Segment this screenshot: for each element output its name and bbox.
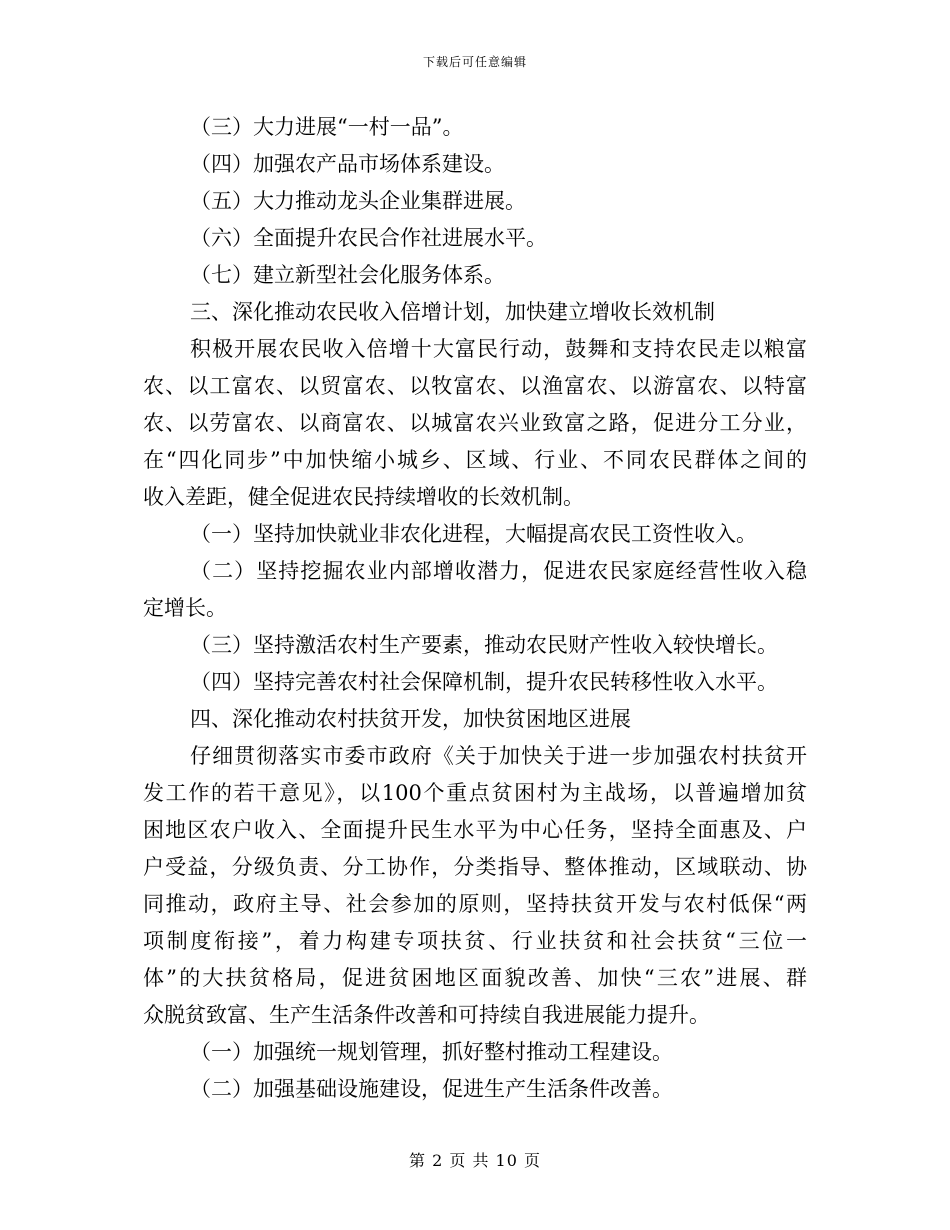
- text-line: 户受益，分级负责、分工协作，分类指导、整体推动，区域联动、协: [143, 855, 807, 879]
- text-line: 收入差距，健全促进农民持续增收的长效机制。: [143, 485, 584, 509]
- text-line: 同推动，政府主导、社会参加的原则，坚持扶贫开发与农村低保“两: [143, 892, 807, 916]
- page-footer: 第 2 页 共 10 页: [409, 1151, 541, 1170]
- page-header: 下载后可任意编辑: [422, 55, 527, 69]
- text-line: （一）坚持加快就业非农化进程，大幅提高农民工资性收入。: [190, 522, 757, 546]
- text-line: （二）加强基础设施建设，促进生产生活条件改善。: [190, 1077, 673, 1101]
- text-line: 积极开展农民收入倍增十大富民行动，鼓舞和支持农民走以粮富: [190, 337, 807, 361]
- document-body: [143, 109, 807, 1108]
- text-line: 困地区农户收入、全面提升民生水平为中心任务，坚持全面惠及、户: [143, 818, 807, 842]
- text-line: （七）建立新型社会化服务体系。: [190, 263, 505, 287]
- text-line: 农、以劳富农、以商富农、以城富农兴业致富之路，促进分工分业，: [143, 411, 807, 435]
- text-line: （三）大力进展“一村一品”。: [190, 115, 464, 139]
- text-line: 定增长。: [143, 596, 227, 620]
- text-line: 发工作的若干意见》，以100个重点贫困村为主战场，以普遍增加贫: [143, 781, 807, 805]
- text-line: （六）全面提升农民合作社进展水平。: [190, 226, 547, 250]
- text-line: 农、以工富农、以贸富农、以牧富农、以渔富农、以游富农、以特富: [143, 374, 807, 398]
- text-line: 在“四化同步”中加快缩小城乡、区域、行业、不同农民群体之间的: [143, 448, 807, 472]
- text-line: （三）坚持激活农村生产要素，推动农民财产性收入较快增长。: [190, 633, 778, 657]
- text-line: 项制度衔接”，着力构建专项扶贫、行业扶贫和社会扶贫“三位一: [143, 929, 807, 953]
- text-line: （四）坚持完善农村社会保障机制，提升农民转移性收入水平。: [190, 670, 778, 694]
- text-line: 体”的大扶贫格局，促进贫困地区面貌改善、加快“三农”进展、群: [143, 966, 807, 990]
- text-line: （一）加强统一规划管理，抓好整村推动工程建设。: [190, 1040, 673, 1064]
- text-line: 四、深化推动农村扶贫开发，加快贫困地区进展: [190, 707, 631, 731]
- text-line: （二）坚持挖掘农业内部增收潜力，促进农民家庭经营性收入稳: [190, 559, 807, 583]
- text-line: 仔细贯彻落实市委市政府《关于加快关于进一步加强农村扶贫开: [190, 744, 807, 768]
- text-line: （四）加强农产品市场体系建设。: [190, 152, 505, 176]
- text-line: 众脱贫致富、生产生活条件改善和可持续自我进展能力提升。: [143, 1003, 710, 1027]
- text-line: （五）大力推动龙头企业集群进展。: [190, 189, 526, 213]
- text-line: 三、深化推动农民收入倍增计划，加快建立增收长效机制: [190, 300, 715, 324]
